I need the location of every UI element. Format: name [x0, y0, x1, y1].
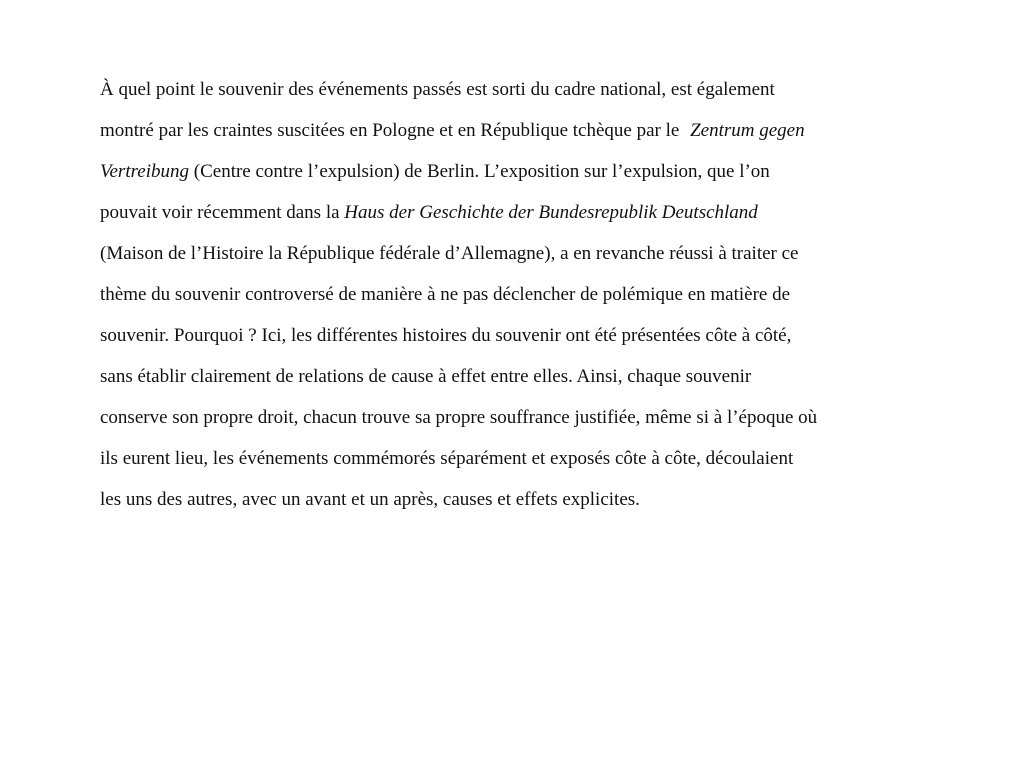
paragraph-line	[100, 318, 980, 359]
line-text: les uns des autres, avec un avant et un après, causes et effets explicites.	[100, 489, 640, 510]
line-text: (Centre contre l’expulsion) de Berlin. L’exposition sur l’expulsion, que l’on	[189, 161, 770, 182]
body-paragraph	[100, 72, 980, 523]
line-text: pouvait voir récemment dans la	[100, 202, 345, 223]
line-text: (Maison de l’Histoire la République fédérale d’Allemagne), a en revanche réussi à traiter ce	[100, 243, 799, 264]
line-text: sans établir clairement de relations de cause à effet entre elles. Ainsi, chaque souvenir	[100, 366, 752, 387]
paragraph-line	[100, 359, 980, 400]
paragraph-line	[100, 113, 980, 154]
paragraph-line	[100, 400, 980, 441]
paragraph-line	[100, 195, 980, 236]
italic-title-haus: Haus der Geschichte der Bundesrepublik Deutschland	[344, 202, 758, 223]
paragraph-line	[100, 482, 980, 523]
italic-title-zentrum: Zentrum gegen	[690, 120, 805, 141]
paragraph-line	[100, 72, 980, 113]
line-text: montré par les craintes suscitées en Pologne et en République tchèque par le	[100, 120, 685, 141]
line-text: thème du souvenir controversé de manière à ne pas déclencher de polémique en matière de	[100, 284, 791, 305]
line-text: À quel point le souvenir des événements passés est sorti du cadre national, est également	[100, 79, 775, 100]
paragraph-line	[100, 236, 980, 277]
line-text: ils eurent lieu, les événements commémorés séparément et exposés côte à côte, découlaient	[100, 448, 794, 469]
line-text: souvenir. Pourquoi ? Ici, les différentes histoires du souvenir ont été présentées côte à côté,	[100, 325, 792, 346]
paragraph-line	[100, 441, 980, 482]
line-text: conserve son propre droit, chacun trouve sa propre souffrance justifiée, même si à l’époque où	[100, 407, 818, 428]
paragraph-line	[100, 277, 980, 318]
paragraph-line	[100, 154, 980, 195]
italic-title-vertreibung: Vertreibung	[100, 161, 190, 182]
